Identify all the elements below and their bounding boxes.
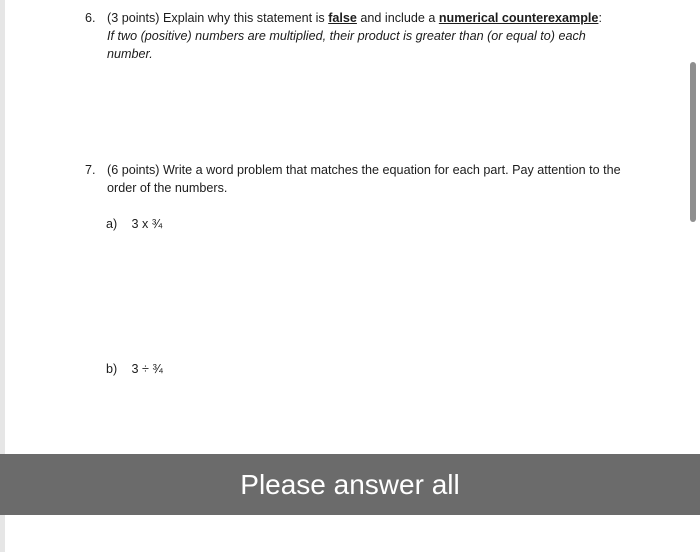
- banner-text: Please answer all: [240, 468, 460, 500]
- caption-banner: [0, 454, 700, 515]
- question-7-part-b: [106, 360, 163, 378]
- question-6-text: [107, 9, 627, 63]
- question-6-number: 6.: [85, 11, 96, 25]
- question-6-points: (3 points): [107, 11, 160, 25]
- question-7-prompt: Write a word problem that matches the equation for each part. Pay attention to the: [163, 163, 621, 177]
- part-a-label: a): [106, 217, 118, 231]
- question-6-emphasis-counterexample: numerical counterexample: [438, 11, 599, 25]
- vertical-scrollbar[interactable]: [690, 62, 696, 222]
- question-7-number: 7.: [85, 163, 96, 177]
- part-a-expression: 3 x ¾: [131, 217, 163, 231]
- question-7-prompt-line-2: order of the numbers.: [107, 181, 228, 195]
- question-7-text: [107, 161, 637, 197]
- question-6-emphasis-false: false: [328, 11, 357, 25]
- question-7-points: (6 points): [107, 163, 160, 177]
- question-6-statement-line-1: If two (positive) numbers are multiplied, their product is greater than (or equal to) each: [107, 29, 586, 43]
- part-b-label: b): [106, 362, 118, 376]
- question-6-prompt-start: Explain why this statement is: [163, 11, 325, 25]
- part-b-expression: 3 ÷ ¾: [131, 362, 163, 376]
- question-6-prompt-end: :: [598, 11, 602, 25]
- question-6-prompt-mid: and include a: [360, 11, 436, 25]
- question-6-statement-line-2: number.: [107, 47, 153, 61]
- question-7-part-a: [106, 215, 162, 233]
